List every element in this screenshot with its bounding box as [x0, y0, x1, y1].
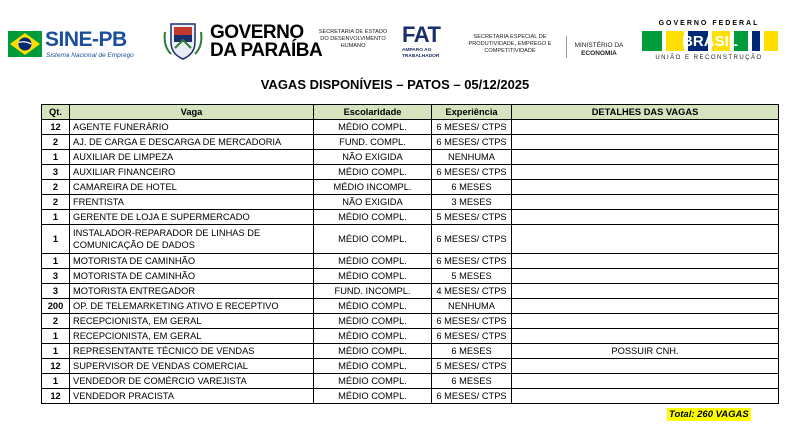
cell-experiencia: NENHUMA [432, 299, 512, 314]
cell-detalhes [512, 359, 779, 374]
fat-tagline: AMPARO AO TRABALHADOR [402, 48, 440, 59]
table-row [42, 359, 779, 374]
cell-vaga: AUXILIAR FINANCEIRO [70, 165, 314, 180]
table-row [42, 314, 779, 329]
cell-detalhes [512, 210, 779, 225]
paraiba-line2: DA PARAÍBA [210, 40, 323, 61]
cell-escolaridade: MÉDIO COMPL. [314, 210, 432, 225]
cell-vaga: VENDEDOR PRACISTA [70, 389, 314, 404]
governo-federal-bottom: UNIÃO E RECONSTRUÇÃO [655, 55, 763, 61]
cell-detalhes [512, 284, 779, 299]
cell-qt: 1 [42, 225, 70, 254]
cell-experiencia: 6 MESES/ CTPS [432, 389, 512, 404]
cell-detalhes [512, 195, 779, 210]
cell-vaga: INSTALADOR-REPARADOR DE LINHAS DE COMUNICAÇÃO DE DADOS [70, 225, 314, 254]
table-row [42, 180, 779, 195]
cell-qt: 3 [42, 269, 70, 284]
table-row [42, 150, 779, 165]
cell-vaga: OP. DE TELEMARKETING ATIVO E RECEPTIVO [70, 299, 314, 314]
cell-qt: 1 [42, 329, 70, 344]
table-row [42, 210, 779, 225]
column-header-experiencia: Experiência [432, 105, 512, 120]
cell-detalhes [512, 225, 779, 254]
cell-experiencia: 6 MESES [432, 374, 512, 389]
cell-escolaridade: NÃO EXIGIDA [314, 150, 432, 165]
cell-escolaridade: MÉDIO COMPL. [314, 254, 432, 269]
sine-pb-logo [8, 28, 158, 64]
paraiba-coat-of-arms-icon [162, 20, 204, 62]
cell-vaga: CAMAREIRA DE HOTEL [70, 180, 314, 195]
cell-experiencia: 6 MESES [432, 344, 512, 359]
cell-qt: 3 [42, 284, 70, 299]
cell-detalhes [512, 180, 779, 195]
cell-qt: 1 [42, 150, 70, 165]
cell-vaga: AJ. DE CARGA E DESCARGA DE MERCADORIA [70, 135, 314, 150]
cell-escolaridade: MÉDIO COMPL. [314, 269, 432, 284]
cell-vaga: RECEPCIONISTA, EM GERAL [70, 314, 314, 329]
sine-brand: SINE-PB [45, 28, 127, 51]
table-header-row [42, 105, 779, 120]
cell-detalhes [512, 135, 779, 150]
column-header-escolaridade: Escolaridade [314, 105, 432, 120]
cell-qt: 12 [42, 120, 70, 135]
cell-experiencia: 6 MESES/ CTPS [432, 254, 512, 269]
cell-qt: 2 [42, 135, 70, 150]
table-row [42, 165, 779, 180]
cell-detalhes [512, 150, 779, 165]
cell-vaga: MOTORISTA DE CAMINHÃO [70, 254, 314, 269]
cell-experiencia: 5 MESES [432, 269, 512, 284]
cell-experiencia: 6 MESES/ CTPS [432, 314, 512, 329]
cell-qt: 2 [42, 180, 70, 195]
cell-escolaridade: MÉDIO COMPL. [314, 225, 432, 254]
table-row [42, 299, 779, 314]
cell-detalhes [512, 299, 779, 314]
fat-name: FAT [402, 22, 441, 47]
cell-detalhes [512, 389, 779, 404]
cell-experiencia: 6 MESES/ CTPS [432, 165, 512, 180]
cell-qt: 2 [42, 195, 70, 210]
cell-experiencia: 6 MESES/ CTPS [432, 225, 512, 254]
cell-experiencia: 6 MESES/ CTPS [432, 135, 512, 150]
table-row [42, 120, 779, 135]
cell-vaga: REPRESENTANTE TÉCNICO DE VENDAS [70, 344, 314, 359]
cell-escolaridade: MÉDIO COMPL. [314, 389, 432, 404]
governo-paraiba-logo [162, 20, 323, 64]
cell-escolaridade: MÉDIO COMPL. [314, 299, 432, 314]
cell-experiencia: 6 MESES/ CTPS [432, 120, 512, 135]
brasil-wordmark [640, 30, 780, 52]
paraiba-line1: GOVERNO [210, 22, 304, 43]
cell-escolaridade: MÉDIO COMPL. [314, 165, 432, 180]
cell-qt: 200 [42, 299, 70, 314]
cell-escolaridade: MÉDIO COMPL. [314, 314, 432, 329]
governo-federal-top: GOVERNO FEDERAL [658, 20, 760, 27]
cell-qt: 1 [42, 254, 70, 269]
cell-detalhes [512, 269, 779, 284]
cell-experiencia: NENHUMA [432, 150, 512, 165]
vacancies-table [41, 104, 779, 404]
cell-vaga: VENDEDOR DE COMÉRCIO VAREJISTA [70, 374, 314, 389]
secretaria-especial-label: SECRETARIA ESPECIAL DE PRODUTIVIDADE, EMPREGO E COMPETITIVIDADE [468, 34, 552, 54]
column-header-qt: Qt. [42, 105, 70, 120]
cell-detalhes [512, 120, 779, 135]
cell-qt: 2 [42, 314, 70, 329]
cell-escolaridade: MÉDIO COMPL. [314, 374, 432, 389]
total-vacancies: Total: 260 VAGAS [669, 409, 749, 420]
cell-experiencia: 6 MESES/ CTPS [432, 329, 512, 344]
cell-escolaridade: FUND. INCOMPL. [314, 284, 432, 299]
fat-logo [400, 22, 452, 62]
cell-qt: 1 [42, 210, 70, 225]
cell-experiencia: 6 MESES [432, 180, 512, 195]
cell-escolaridade: FUND. COMPL. [314, 135, 432, 150]
table-row [42, 374, 779, 389]
brazil-flag-icon [8, 31, 42, 57]
cell-qt: 1 [42, 344, 70, 359]
cell-detalhes [512, 314, 779, 329]
table-row [42, 135, 779, 150]
cell-detalhes [512, 329, 779, 344]
cell-vaga: GERENTE DE LOJA E SUPERMERCADO [70, 210, 314, 225]
table-row [42, 225, 779, 254]
cell-escolaridade: NÃO EXIGIDA [314, 195, 432, 210]
cell-vaga: SUPERVISOR DE VENDAS COMERCIAL [70, 359, 314, 374]
cell-vaga: AUXILIAR DE LIMPEZA [70, 150, 314, 165]
cell-experiencia: 5 MESES/ CTPS [432, 359, 512, 374]
table-row [42, 254, 779, 269]
cell-experiencia: 3 MESES [432, 195, 512, 210]
page-title: VAGAS DISPONÍVEIS – PATOS – 05/12/2025 [260, 77, 530, 92]
column-header-vaga: Vaga [70, 105, 314, 120]
secretaria-estado-label: SECRETARIA DE ESTADO DO DESENVOLVIMENTO HUMANO [318, 29, 388, 50]
logo-divider [566, 36, 567, 58]
cell-vaga: FRENTISTA [70, 195, 314, 210]
table-row [42, 284, 779, 299]
table-row [42, 195, 779, 210]
cell-experiencia: 5 MESES/ CTPS [432, 210, 512, 225]
logo-header [0, 0, 790, 68]
cell-detalhes [512, 165, 779, 180]
brasil-text: BRASIL [682, 33, 738, 50]
table-row [42, 269, 779, 284]
column-header-detalhes: DETALHES DAS VAGAS [512, 105, 779, 120]
table-row [42, 329, 779, 344]
cell-vaga: RECEPCIONISTA, EM GERAL [70, 329, 314, 344]
cell-escolaridade: MÉDIO COMPL. [314, 359, 432, 374]
table-row [42, 389, 779, 404]
sine-tagline: Sistema Nacional de Emprego [46, 52, 134, 59]
cell-detalhes: POSSUIR CNH. [512, 344, 779, 359]
cell-qt: 3 [42, 165, 70, 180]
cell-qt: 12 [42, 389, 70, 404]
cell-escolaridade: MÉDIO COMPL. [314, 120, 432, 135]
cell-detalhes [512, 374, 779, 389]
cell-escolaridade: MÉDIO INCOMPL. [314, 180, 432, 195]
cell-qt: 12 [42, 359, 70, 374]
cell-experiencia: 4 MESES/ CTPS [432, 284, 512, 299]
cell-escolaridade: MÉDIO COMPL. [314, 329, 432, 344]
governo-federal-logo [634, 20, 784, 66]
cell-escolaridade: MÉDIO COMPL. [314, 344, 432, 359]
table-row [42, 344, 779, 359]
cell-vaga: MOTORISTA ENTREGADOR [70, 284, 314, 299]
cell-vaga: MOTORISTA DE CAMINHÃO [70, 269, 314, 284]
cell-vaga: AGENTE FUNERÁRIO [70, 120, 314, 135]
ministerio-label: MINISTÉRIO DA ECONOMIA [574, 42, 624, 57]
cell-detalhes [512, 254, 779, 269]
cell-qt: 1 [42, 374, 70, 389]
